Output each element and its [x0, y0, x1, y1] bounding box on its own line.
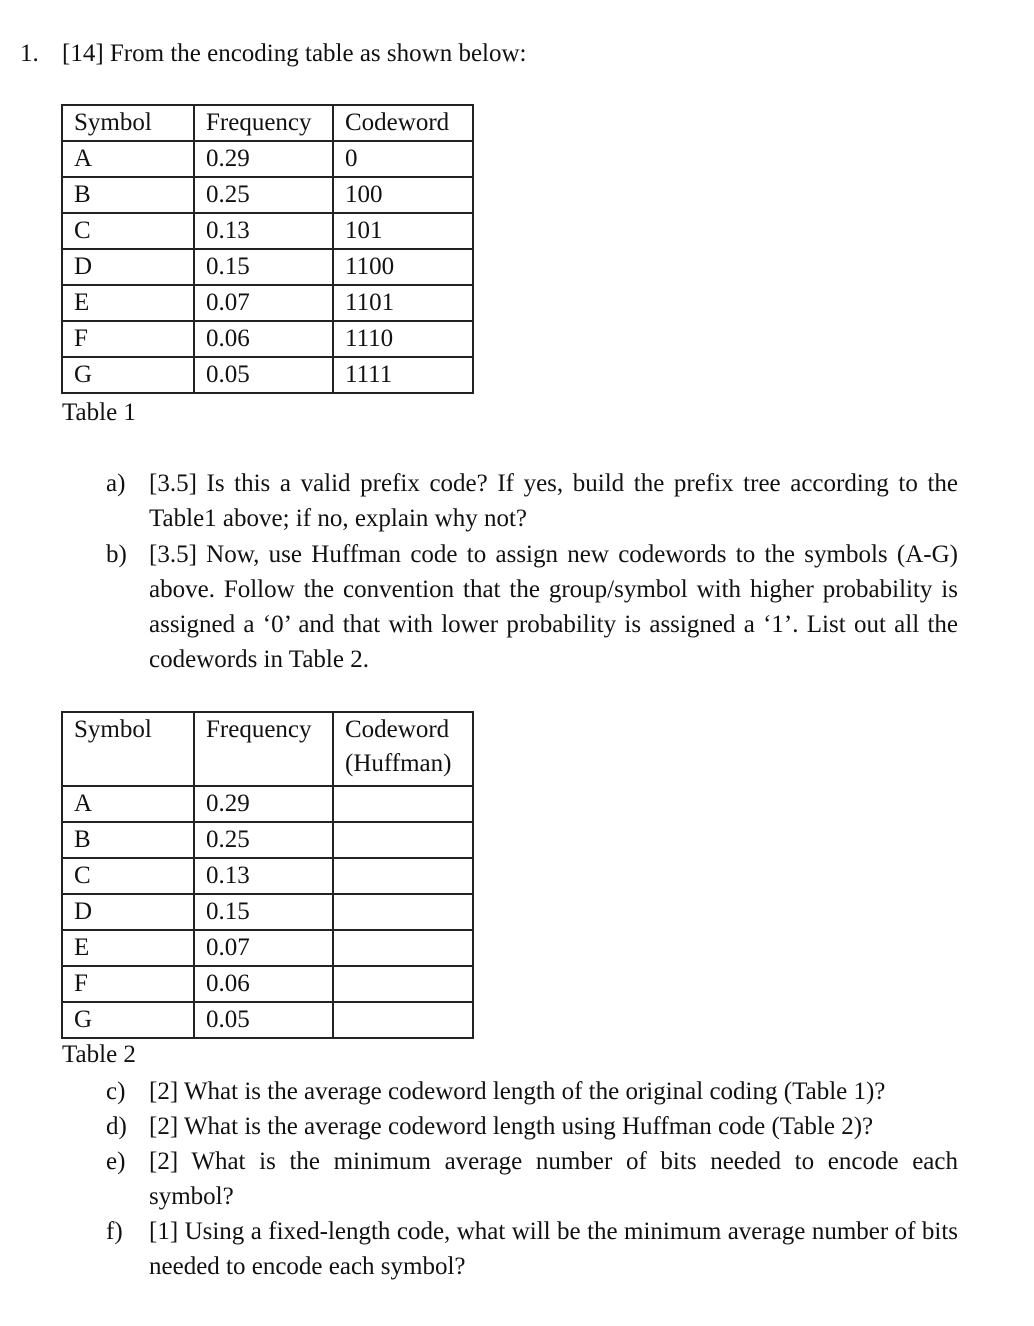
part-label: f) — [106, 1218, 123, 1245]
table-row — [62, 177, 473, 213]
codeword-cell: 0 — [333, 141, 473, 177]
column-header-symbol: Symbol — [62, 712, 194, 786]
column-header-frequency: Frequency — [194, 105, 333, 141]
table-header-row — [62, 712, 473, 786]
codeword-cell — [333, 786, 473, 822]
symbol-cell: C — [62, 213, 194, 249]
symbol-cell: G — [62, 1002, 194, 1038]
column-header-frequency: Frequency — [194, 712, 333, 786]
codeword-cell — [333, 858, 473, 894]
codeword-cell — [333, 966, 473, 1002]
table-row — [62, 930, 473, 966]
codeword-cell — [333, 894, 473, 930]
part-c — [106, 1074, 958, 1109]
table-row — [62, 285, 473, 321]
symbol-cell: B — [62, 177, 194, 213]
codeword-cell: 1110 — [333, 321, 473, 357]
frequency-cell: 0.29 — [194, 141, 333, 177]
frequency-cell: 0.15 — [194, 249, 333, 285]
table-row — [62, 894, 473, 930]
frequency-cell: 0.06 — [194, 966, 333, 1002]
encoding-table-1 — [61, 104, 474, 394]
part-d — [106, 1109, 958, 1144]
frequency-cell: 0.29 — [194, 786, 333, 822]
question-number: 1. — [20, 40, 39, 67]
part-label: b) — [106, 541, 127, 568]
table-row — [62, 357, 473, 393]
symbol-cell: F — [62, 966, 194, 1002]
part-f — [106, 1214, 958, 1284]
frequency-cell: 0.05 — [194, 1002, 333, 1038]
huffman-table-2 — [61, 711, 474, 1039]
symbol-cell: E — [62, 930, 194, 966]
part-text: [2] What is the minimum average number of bits needed to encode each symbol? — [149, 1148, 958, 1210]
part-e — [106, 1144, 958, 1214]
codeword-cell — [333, 1002, 473, 1038]
frequency-cell: 0.05 — [194, 357, 333, 393]
part-label: c) — [106, 1078, 126, 1105]
table-2-caption: Table 2 — [62, 1041, 136, 1068]
part-a — [106, 466, 958, 536]
symbol-cell: A — [62, 141, 194, 177]
part-label: a) — [106, 470, 126, 497]
symbol-cell: D — [62, 249, 194, 285]
codeword-cell: 1101 — [333, 285, 473, 321]
table-row — [62, 213, 473, 249]
column-header-symbol: Symbol — [62, 105, 194, 141]
frequency-cell: 0.07 — [194, 285, 333, 321]
symbol-cell: G — [62, 357, 194, 393]
codeword-cell: 100 — [333, 177, 473, 213]
frequency-cell: 0.25 — [194, 177, 333, 213]
part-text: [2] What is the average codeword length of the original coding (Table 1)? — [149, 1078, 886, 1105]
part-label: d) — [106, 1113, 127, 1140]
symbol-cell: D — [62, 894, 194, 930]
frequency-cell: 0.25 — [194, 822, 333, 858]
column-header-codeword-huffman: Codeword (Huffman) — [333, 712, 473, 786]
part-text: [1] Using a fixed-length code, what will be the minimum average number of bits needed to encode each symbol? — [149, 1218, 958, 1280]
frequency-cell: 0.15 — [194, 894, 333, 930]
frequency-cell: 0.13 — [194, 858, 333, 894]
part-b — [106, 537, 958, 677]
column-header-codeword: Codeword — [333, 105, 473, 141]
frequency-cell: 0.06 — [194, 321, 333, 357]
part-label: e) — [106, 1148, 126, 1175]
part-text: [2] What is the average codeword length using Huffman code (Table 2)? — [149, 1113, 874, 1140]
table-row — [62, 786, 473, 822]
table-row — [62, 249, 473, 285]
table-row — [62, 966, 473, 1002]
part-text: [3.5] Is this a valid prefix code? If yes, build the prefix tree according to the Table1 above; if no, explain why not? — [149, 470, 958, 532]
table-row — [62, 141, 473, 177]
table-1-caption: Table 1 — [62, 399, 136, 426]
codeword-cell — [333, 930, 473, 966]
codeword-cell: 101 — [333, 213, 473, 249]
codeword-cell: 1111 — [333, 357, 473, 393]
table-row — [62, 1002, 473, 1038]
table-row — [62, 858, 473, 894]
table-row — [62, 321, 473, 357]
table-row — [62, 822, 473, 858]
frequency-cell: 0.13 — [194, 213, 333, 249]
codeword-cell: 1100 — [333, 249, 473, 285]
part-text: [3.5] Now, use Huffman code to assign new codewords to the symbols (A-G) above. Follow the convention that the group/symbol with higher probability is assigned a ‘0’ and that with lower probability is assigned a ‘1’. List out all the codewords in Table 2. — [149, 541, 958, 673]
question-text: [14] From the encoding table as shown below: — [62, 40, 527, 67]
symbol-cell: B — [62, 822, 194, 858]
table-header-row — [62, 105, 473, 141]
symbol-cell: F — [62, 321, 194, 357]
symbol-cell: C — [62, 858, 194, 894]
symbol-cell: A — [62, 786, 194, 822]
codeword-cell — [333, 822, 473, 858]
frequency-cell: 0.07 — [194, 930, 333, 966]
symbol-cell: E — [62, 285, 194, 321]
